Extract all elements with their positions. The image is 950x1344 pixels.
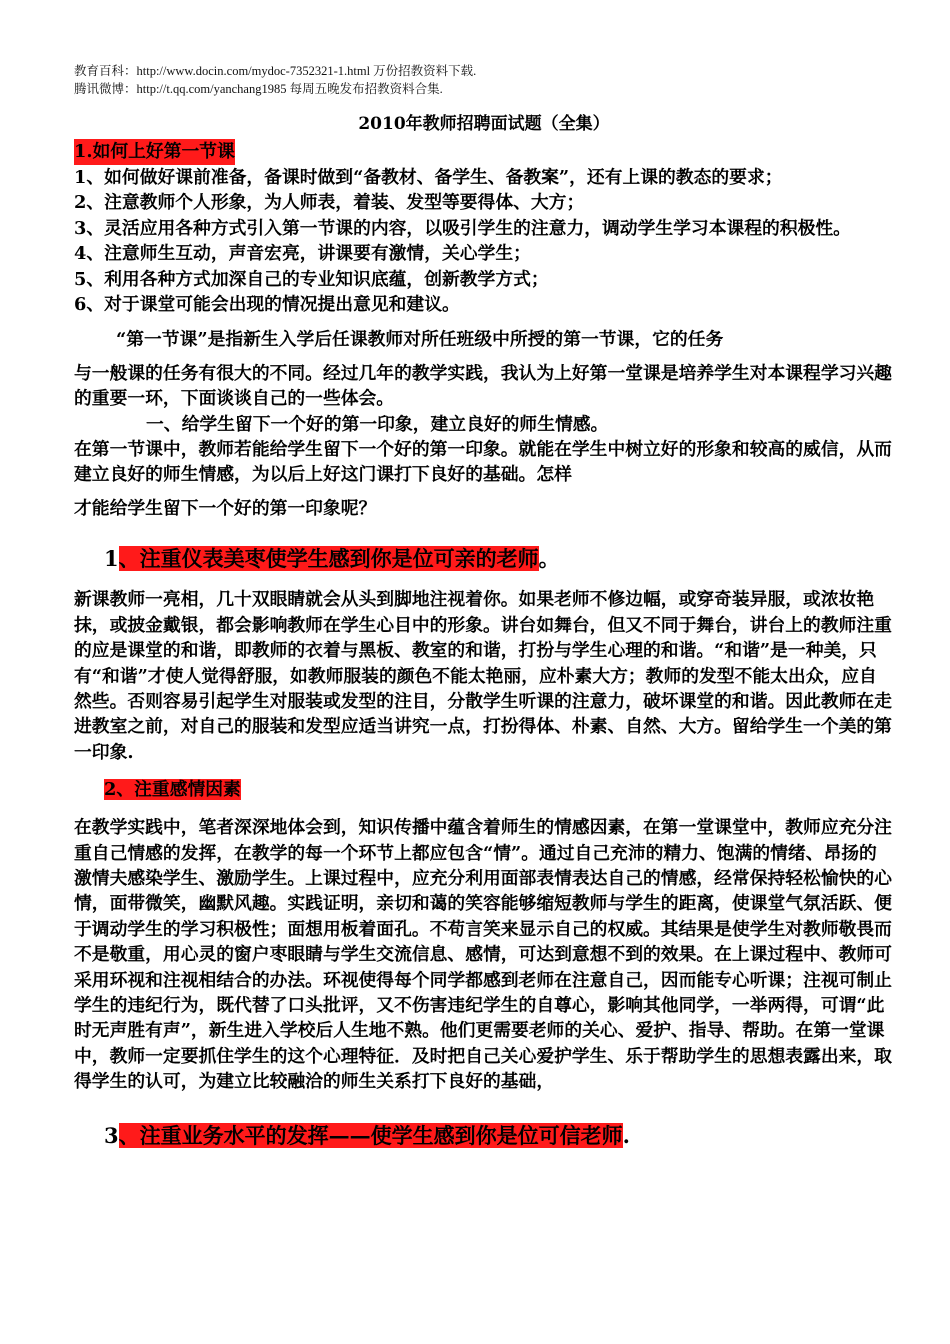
- header-line-2: 腾讯微博：http://t.qq.com/yanchang1985 每周五晚发布招教资料合集.: [74, 82, 443, 96]
- sub1-tail: 。: [538, 546, 560, 572]
- sub1-label: 、注重仪表美枣使学生感到你是位可亲的老师: [118, 546, 539, 572]
- part1-text-1: 在第一节课中，教师若能给学生留下一个好的第一印象。就能在学生中树立好的形象和较高的威信，从而建立良好的师生情感，为以后上好这门课打下良好的基础。怎样: [74, 439, 892, 486]
- section1-heading: 1.如何上好第一节课: [74, 139, 235, 165]
- intro-line-1: “第一节课”是指新生入学后任课教师对所任班级中所授的第一节课，它的任务: [116, 329, 724, 351]
- sub3-number: 3: [104, 1122, 119, 1148]
- section1-item: 6、对于课堂可能会出现的情况提出意见和建议。: [74, 294, 460, 316]
- section1-item: 1、如何做好课前准备，备课时做到“备教材、备学生、备教案”，还有上课的教态的要求；: [74, 167, 783, 188]
- part1-text-2: 才能给学生留下一个好的第一印象呢？: [74, 497, 377, 519]
- sub2-text: 在教学实践中，笔者深深地体会到，知识传播中蕴含着师生的情感因素，在第一堂课堂中，教师应充分注重自己情感的发挥，在教学的每一个环节上都应包含“情”。通过自己充沛的精力、饱满的情绪、昂扬的激情夫感染学生、激励学生。上课过程中，应充分利用面部表情表达自己的情感，经常保持轻松愉快的心情，面带微笑，幽默风趣。实践证明，亲切和蔼的笑容能够缩短教师与学生的距离，使课堂气氛活跃、便于调动学生的学习积极性；面想用板着面孔。不苟言笑来显示自己的权威。其结果是使学生对教师敬畏而不是敬重，用心灵的窗户枣眼睛与学生交流信息、感情，可达到意想不到的效果。在上课过程中、教师可采用环视和注视相结合的办法。环视使得每个同学都感到老师在注意自己，因而能专心听课；注视可制止学生的违纪行为，既代替了口头批评，又不伤害违纪学生的自尊心，影响其他同学，一举两得，可谓“此时无声胜有声”，新生进入学校后人生地不熟。他们更需要老师的关心、爱护、指导、帮助。在第一堂课中，教师一定要抓住学生的这个心理特征．及时把自己关心爱护学生、乐于帮助学生的思想表露出来，取得学生的认可，为建立比较融洽的师生关系打下良好的基础，: [74, 817, 892, 1093]
- sub2-heading: 2、注重感情因素: [104, 779, 241, 801]
- intro-line-2: 与一般课的任务有很大的不同。经过几年的教学实践，我认为上好第一堂课是培养学生对本课程学习兴趣的重要一环，下面谈谈自己的一些体会。: [74, 362, 892, 410]
- sub1-text: 新课教师一亮相，几十双眼睛就会从头到脚地注视着你。如果老师不修边幅，或穿奇装异服，或浓妆艳抹，或披金戴银，都会影响教师在学生心目中的形象。讲台如舞台，但又不同于舞台，讲台上的教师注重的应是课堂的和谐，即教师的衣着与黑板、教室的和谐，打扮与学生心理的和谐。“和谐”是一种美，只有“和谐”才使人觉得舒服，如教师服装的颜色不能太艳丽，应朴素大方；教师的发型不能太出众，应自然些。否则容易引起学生对服装或发型的注目，分散学生听课的注意力，破坏课堂的和谐。因此教师在走进教室之前，对自己的服装和发型应适当讲究一点，打扮得体、朴素、自然、大方。留给学生一个美的第一印象.: [74, 589, 892, 763]
- document-page: [74, 62, 894, 1153]
- section1-item: 3、灵活应用各种方式引入第一节课的内容，以吸引学生的注意力，调动学生学习本课程的积极性。: [74, 217, 851, 239]
- document-title: 2010年教师招聘面试题（全集）: [358, 114, 610, 134]
- section1-item: 5、利用各种方式加深自己的专业知识底蕴，创新教学方式；: [74, 268, 549, 290]
- section1-heading-wrap: [74, 137, 894, 165]
- part1-heading: 一、给学生留下一个好的第一印象，建立良好的师生情感。: [146, 413, 609, 435]
- sub1-heading: [104, 541, 894, 577]
- section1-item: 4、注意师生互动，声音宏亮，讲课要有激情，关心学生；: [74, 243, 531, 265]
- header-line-1: 教育百科：http://www.docin.com/mydoc-7352321-1.html 万份招教资料下载.: [74, 64, 477, 78]
- section1-item: 2、注意教师个人形象，为人师表，着装、发型等要得体、大方；: [74, 192, 585, 214]
- sub2-heading-wrap: [104, 775, 894, 805]
- sub1-number: 1: [104, 546, 119, 572]
- sub3-tail: .: [622, 1122, 630, 1148]
- sub3-label: 、注重业务水平的发挥——使学生感到你是位可信老师: [118, 1122, 623, 1148]
- sub3-heading: [104, 1119, 894, 1153]
